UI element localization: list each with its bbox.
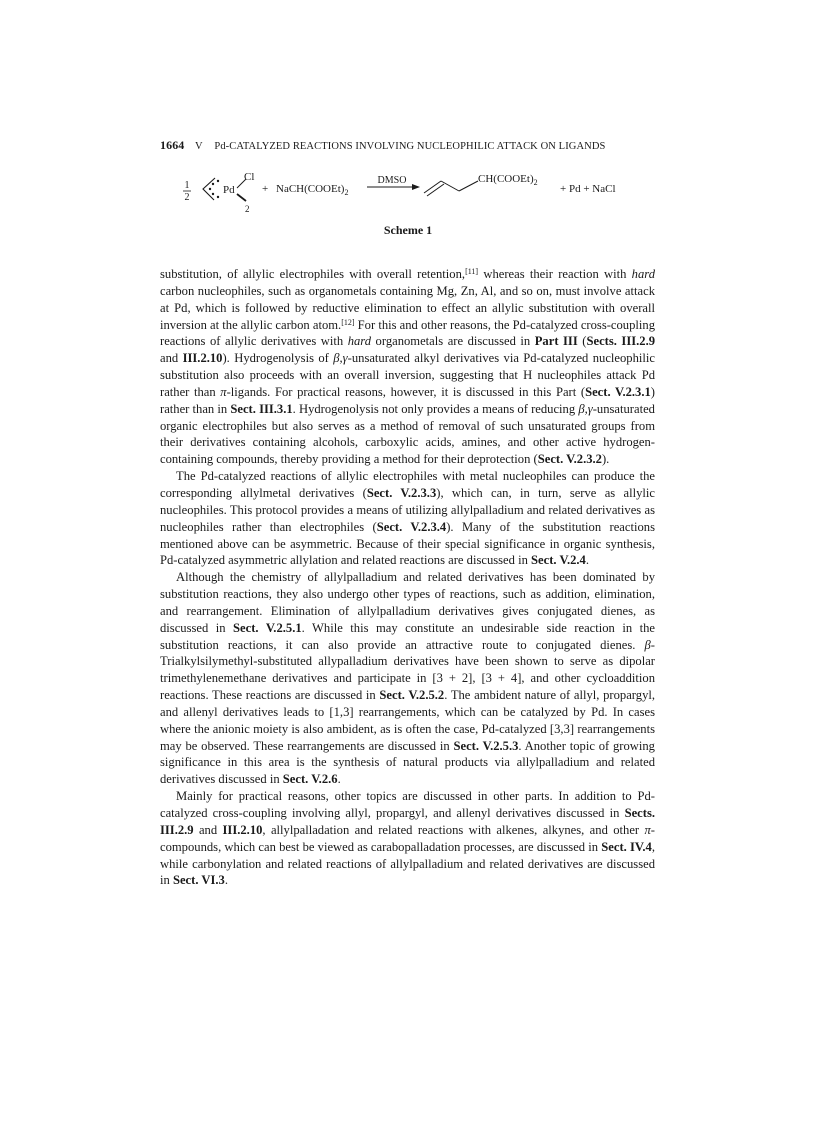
cl-atom: Cl <box>244 171 255 183</box>
allyl-ligand-structure <box>203 178 219 200</box>
paragraph: The Pd-catalyzed reactions of allylic electrophiles with metal nucleophiles can produce the corresponding allylmetal derivatives (Sect. V.2.3.3), which can, in turn, serve as allylic nucleophiles. This protocol provides a means of utilizing allylpalladium and related derivatives as nucleophiles rather than electrophiles (Sect. V.2.3.4). Many of the substitution reactions mentioned above can be asymmetric. Because of their special significance in organic synthesis, Pd-catalyzed asymmetric allylation and related reactions are discussed in Sect. V.2.4. <box>160 469 655 568</box>
reaction-arrowhead <box>412 184 420 190</box>
arrow-condition: DMSO <box>377 175 407 186</box>
chapter-number: V <box>194 141 203 152</box>
scheme-1-figure <box>0 0 816 240</box>
fraction-denominator: 2 <box>184 192 190 203</box>
plus-sign: + <box>262 183 269 195</box>
pd-atom: Pd <box>223 184 235 196</box>
byproducts: + Pd + NaCl <box>560 183 616 195</box>
paragraph: Although the chemistry of allylpalladium and related derivatives has been dominated by substitution reactions, they also undergo other types of reactions, such as addition, elimination, and rearrangement. Elimination of allylpalladium derivatives gives conjugated dienes, as discussed in Sect. V.2.5.1. While this may constitute an undesirable side reaction in the substitution reactions, it can also provide an attractive route to conjugated dienes. β-Trialkylsilymethyl-substituted allypalladium derivatives have been shown to serve as dipolar trimethylenemethane derivatives and participate in [3 + 2], [3 + 4], and other cycloaddition reactions. These reactions are discussed in Sect. V.2.5.2. The ambident nature of allyl, propargyl, and allenyl derivatives leads to [1,3] rearrangements, which can be catalyzed by Pd. In cases where the anionic moiety is also ambident, as is often the case, Pd-catalyzed [3,3] rearrangements may be observed. These rearrangements are discussed in Sect. V.2.5.3. Another topic of growing significance in this area is the synthesis of natural products via allylpalladium and related derivatives discussed in Sect. V.2.6. <box>160 570 656 787</box>
product-structure <box>424 181 478 196</box>
fraction-numerator: 1 <box>184 180 190 191</box>
body-text <box>160 266 655 889</box>
paragraph: Mainly for practical reasons, other topics are discussed in other parts. In addition to Pd-catalyzed cross-coupling involving allyl, propargyl, and allenyl derivatives discussed in Sects. III.2.9 and III.2.10, allylpalladation and related reactions with alkenes, alkynes, and other π-compounds, which can best be viewed as carabopalladation processes, are discussed in Sect. IV.4, while carbonylation and related reactions of allylpalladium and related derivatives are discussed in Sect. VI.3. <box>160 789 655 888</box>
page-number: 1664 <box>160 138 185 152</box>
product-formula: $CH(COOEt)_2$ <box>478 173 538 187</box>
dimer-bridge-bond <box>237 194 246 201</box>
scheme-caption: Scheme 1 <box>383 223 433 237</box>
dimer-subscript: 2 <box>245 204 250 214</box>
paragraph: substitution, of allylic electrophiles with overall retention,[11] whereas their reaction with hard carbon nucleophiles, such as organometals containing Mg, Zn, Al, and so on, must involve attack at Pd, which is followed by reductive elimination to effect an allylic substitution with overall inversion at the allylic carbon atom.[12] For this and other reasons, the Pd-catalyzed cross-coupling reactions of allylic derivatives with hard organometals are discussed in Part III (Sects. III.2.9 and III.2.10). Hydrogenolysis of β,γ-unsaturated alkyl derivatives via Pd-catalyzed nucleophilic substitution also proceeds with an overall inversion, suggesting that H nucleophiles attack Pd rather than π-ligands. For practical reasons, however, it is discussed in this Part (Sect. V.2.3.1) rather than in Sect. III.3.1. Hydrogenolysis not only provides a means of reducing β,γ-unsaturated organic electrophiles but also serves as a method of removal of such unsaturated groups from their derivatives containing alcohols, carboxylic acids, amines, and other active hydrogen-containing compounds, thereby providing a method for their deprotection (Sect. V.2.3.2). <box>160 267 656 467</box>
reagent-formula: $NaCH(COOEt)_2$ <box>276 183 349 197</box>
chapter-title: Pd-CATALYZED REACTIONS INVOLVING NUCLEOPHILIC ATTACK ON LIGANDS <box>214 141 606 152</box>
